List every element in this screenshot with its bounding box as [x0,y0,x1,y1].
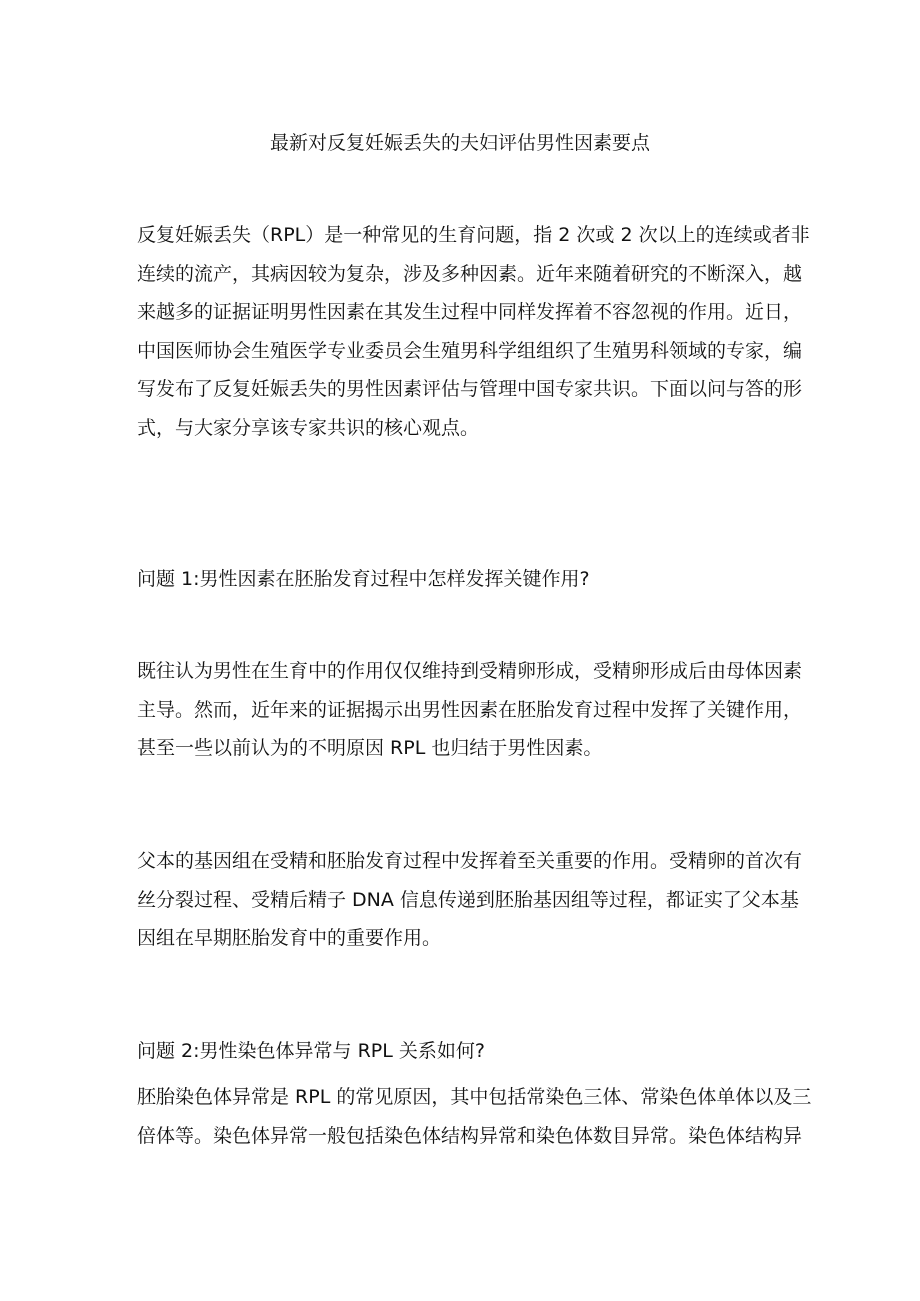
intro-line: 反复妊娠丢失（RPL）是一种常见的生育问题，指 2 次或 2 次以上的连续或者非 [137,224,810,246]
question-2-heading [137,1032,791,1071]
answer-line: 主导。然而，近年来的证据揭示出男性因素在胚胎发育过程中发挥了关键作用， [137,698,803,721]
question-1-text: 问题 1:男性因素在胚胎发育过程中怎样发挥关键作用? [137,568,590,590]
answer-line: 胚胎染色体异常是 RPL 的常见原因，其中包括常染色三体、常染色体单体以及三 [137,1086,812,1108]
answer-line: 丝分裂过程、受精后精子 DNA 信息传递到胚胎基因组等过程，都证实了父本基 [137,888,799,911]
question-1-heading [137,560,791,599]
intro-line: 写发布了反复妊娠丢失的男性因素评估与管理中国专家共识。下面以问与答的形 [137,378,803,400]
answer-line: 倍体等。染色体异常一般包括染色体结构异常和染色体数目异常。染色体结构异 [137,1124,803,1147]
answer-line: 既往认为男性在生育中的作用仅仅维持到受精卵形成，受精卵形成后由母体因素 [137,660,803,682]
answer-1-paragraph-1 [137,652,803,768]
intro-line: 连续的流产，其病因较为复杂，涉及多种因素。近年来随着研究的不断深入，越 [137,262,803,285]
intro-paragraph [137,216,810,447]
answer-line: 甚至一些以前认为的不明原因 RPL 也归结于男性因素。 [137,737,603,759]
document-title: 最新对反复妊娠丢失的夫妇评估男性因素要点 [269,132,650,154]
answer-line: 父本的基因组在受精和胚胎发育过程中发挥着至关重要的作用。受精卵的首次有 [137,850,803,872]
answer-line: 因组在早期胚胎发育中的重要作用。 [137,927,442,949]
intro-line: 来越多的证据证明男性因素在其发生过程中同样发挥着不容忽视的作用。近日， [137,301,803,323]
question-2-text: 问题 2:男性染色体异常与 RPL 关系如何? [137,1040,485,1062]
intro-line: 式，与大家分享该专家共识的核心观点。 [137,416,480,439]
answer-1-paragraph-2 [137,842,803,958]
answer-2-paragraph-1 [137,1078,812,1155]
intro-line: 中国医师协会生殖医学专业委员会生殖男科学组组织了生殖男科领域的专家，编 [137,339,803,362]
